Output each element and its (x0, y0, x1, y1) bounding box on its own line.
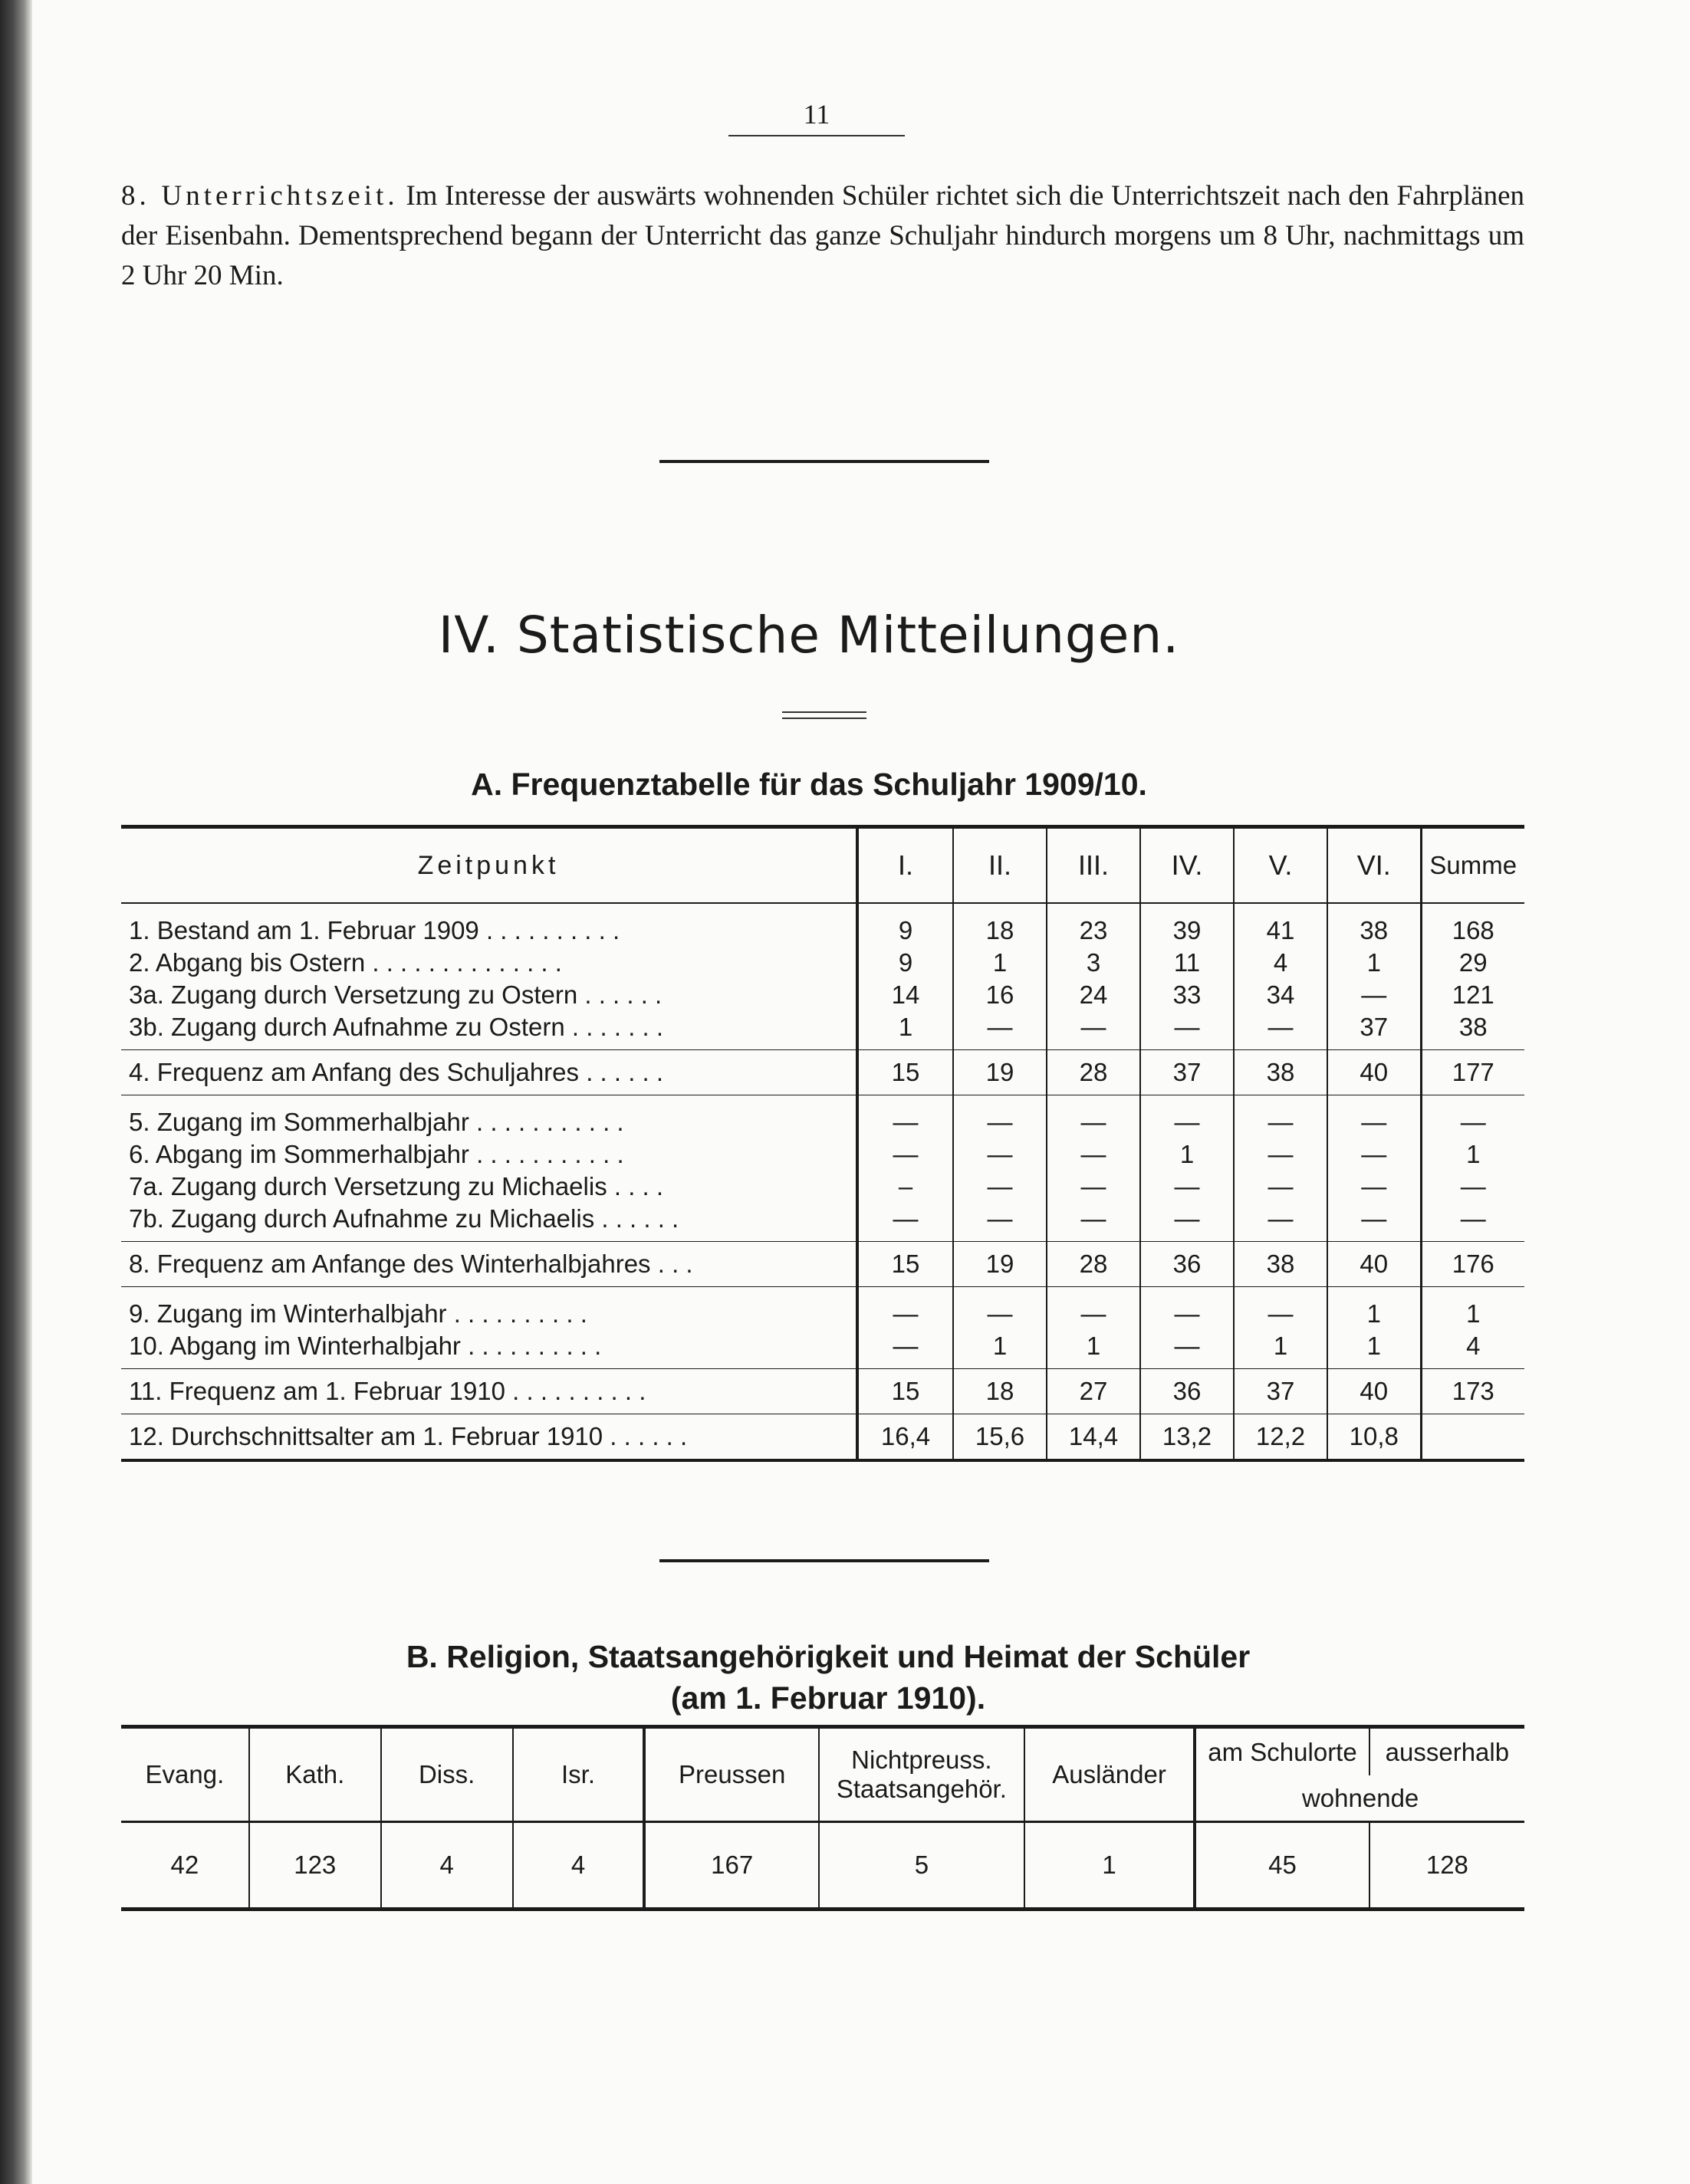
header-evang: Evang. (121, 1727, 249, 1822)
table-row (121, 1095, 1524, 1139)
cell: 9 (857, 903, 953, 947)
cell: 13,2 (1140, 1414, 1234, 1461)
table-row (121, 1203, 1524, 1242)
page-number: 11 (728, 98, 905, 136)
book-spine-shadow (0, 0, 32, 2184)
header-isr: Isr. (513, 1727, 645, 1822)
cell: 27 (1047, 1369, 1140, 1414)
cell: — (1327, 1171, 1421, 1203)
cell: — (1140, 1095, 1234, 1139)
header-nichtpreuss-line1: Nichtpreuss. (851, 1746, 992, 1774)
header-diss: Diss. (381, 1727, 513, 1822)
cell: 12,2 (1234, 1414, 1327, 1461)
sum-cell: 168 (1421, 903, 1524, 947)
cell: — (1140, 1171, 1234, 1203)
sum-cell: 4 (1421, 1330, 1524, 1369)
cell: 18 (953, 903, 1047, 947)
cell: — (953, 1203, 1047, 1242)
row-label: 7b. Zugang durch Aufnahme zu Michaelis . . . . . . (121, 1203, 857, 1242)
intro-text: Im Interesse der auswärts wohnenden Schüler richtet sich die Unterrichtszeit nach den Fahrplänen der Eisenbahn. Dementsprechend begann der Unterricht das ganze Schuljahr hindurch morgens um 8 Uhr, nachmittags um 2 Uhr 20 Min. (121, 180, 1524, 291)
table-row (121, 1171, 1524, 1203)
cell: 16,4 (857, 1414, 953, 1461)
row-label: 4. Frequenz am Anfang des Schuljahres . . . . . . (121, 1050, 857, 1095)
table-row (121, 1242, 1524, 1287)
cell: — (1234, 1011, 1327, 1050)
row-label: 11. Frequenz am 1. Februar 1910 . . . . . . . . . . (121, 1369, 857, 1414)
cell: — (953, 1171, 1047, 1203)
cell: — (1234, 1138, 1327, 1171)
cell: – (857, 1171, 953, 1203)
cell: — (857, 1138, 953, 1171)
table-row (121, 1138, 1524, 1171)
cell: — (1327, 1203, 1421, 1242)
cell: — (1047, 1095, 1140, 1139)
sum-cell: 173 (1421, 1369, 1524, 1414)
cell: 40 (1327, 1242, 1421, 1287)
cell: 14,4 (1047, 1414, 1140, 1461)
cell: 36 (1140, 1369, 1234, 1414)
cell: 36 (1140, 1242, 1234, 1287)
religion-table (121, 1725, 1524, 1911)
cell: 10,8 (1327, 1414, 1421, 1461)
row-label: 12. Durchschnittsalter am 1. Februar 1910 . . . . . . (129, 1422, 688, 1450)
row-label: 5. Zugang im Sommerhalbjahr . . . . . . . . . . . (129, 1108, 624, 1136)
cell: 1 (953, 947, 1047, 979)
cell: — (953, 1011, 1047, 1050)
cell: 33 (1140, 979, 1234, 1011)
header-wohnende: wohnende (1195, 1775, 1524, 1821)
table-a-title: A. Frequenztabelle für das Schuljahr 1909/10. (471, 767, 1147, 802)
cell-diss: 4 (381, 1822, 513, 1910)
cell: — (1047, 1138, 1140, 1171)
cell: — (857, 1287, 953, 1331)
row-label: 3b. Zugang durch Aufnahme zu Ostern . . . . . . . (121, 1011, 857, 1050)
cell: 15 (857, 1050, 953, 1095)
table-row (121, 947, 1524, 979)
frequency-table (121, 825, 1524, 1462)
header-preussen: Preussen (644, 1727, 818, 1822)
cell: — (1140, 1203, 1234, 1242)
cell: 1 (1140, 1138, 1234, 1171)
cell: — (1140, 1330, 1234, 1369)
row-label: 8. Frequenz am Anfange des Winterhalbjahres . . . (121, 1242, 857, 1287)
row-label: 6. Abgang im Sommerhalbjahr . . . . . . . . . . . (129, 1140, 624, 1168)
cell-isr: 4 (513, 1822, 645, 1910)
cell: 23 (1047, 903, 1140, 947)
section-divider-middle (659, 1559, 989, 1562)
cell: 3 (1047, 947, 1140, 979)
cell: 37 (1140, 1050, 1234, 1095)
header-class-1: I. (857, 827, 953, 904)
cell: 15 (857, 1242, 953, 1287)
table-row (121, 1822, 1524, 1910)
cell: 1 (857, 1011, 953, 1050)
table-row (121, 1050, 1524, 1095)
row-label: 2. Abgang bis Ostern . . . . . . . . . . . . . . (129, 948, 562, 977)
table-b-title-line2: (am 1. Februar 1910). (670, 1680, 986, 1716)
cell: 40 (1327, 1369, 1421, 1414)
cell-kath: 123 (249, 1822, 381, 1910)
header-summe: Summe (1421, 827, 1524, 904)
cell: 19 (953, 1242, 1047, 1287)
title-double-rule (782, 711, 866, 719)
cell: — (857, 1095, 953, 1139)
cell: — (1047, 1287, 1140, 1331)
row-label: 3a. Zugang durch Versetzung zu Ostern . . . . . . (129, 980, 663, 1009)
header-class-4: IV. (1140, 827, 1234, 904)
cell: 28 (1047, 1050, 1140, 1095)
cell: — (1327, 979, 1421, 1011)
header-auslaender: Ausländer (1024, 1727, 1195, 1822)
table-row (121, 903, 1524, 947)
cell: 1 (1327, 1287, 1421, 1331)
sum-cell: — (1421, 1171, 1524, 1203)
section-divider-top (659, 460, 989, 463)
header-ausserhalb: ausserhalb (1369, 1727, 1524, 1776)
cell: — (1234, 1171, 1327, 1203)
cell-preussen: 167 (644, 1822, 818, 1910)
cell: — (1047, 1171, 1140, 1203)
sum-cell (1421, 1414, 1524, 1461)
cell: 1 (1047, 1330, 1140, 1369)
cell: — (1234, 1287, 1327, 1331)
cell: 1 (1327, 1330, 1421, 1369)
cell: 1 (953, 1330, 1047, 1369)
intro-paragraph (121, 176, 1524, 296)
cell: — (1234, 1203, 1327, 1242)
cell-auslaender: 1 (1024, 1822, 1195, 1910)
row-label: 7a. Zugang durch Versetzung zu Michaelis . . . . (129, 1172, 664, 1200)
table-row (121, 1011, 1524, 1050)
header-nichtpreuss-line2: Staatsangehör. (836, 1775, 1007, 1803)
cell: 11 (1140, 947, 1234, 979)
cell: 37 (1327, 1011, 1421, 1050)
intro-heading: 8. Unterrichtszeit. (121, 180, 399, 212)
cell: — (857, 1330, 953, 1369)
cell: 39 (1140, 903, 1234, 947)
cell: 37 (1234, 1369, 1327, 1414)
cell-evang: 42 (170, 1851, 199, 1879)
table-b-title-line1: B. Religion, Staatsangehörigkeit und Heimat der Schüler (406, 1639, 1251, 1674)
cell: 28 (1047, 1242, 1140, 1287)
cell: — (953, 1287, 1047, 1331)
cell: — (1047, 1011, 1140, 1050)
table-row (121, 1414, 1524, 1461)
cell: 34 (1234, 979, 1327, 1011)
row-label: 1. Bestand am 1. Februar 1909 . . . . . . . . . . (129, 916, 620, 944)
cell: — (1327, 1138, 1421, 1171)
sum-cell: 176 (1421, 1242, 1524, 1287)
cell: 14 (857, 979, 953, 1011)
cell: — (1140, 1287, 1234, 1331)
cell: — (857, 1203, 953, 1242)
cell: — (953, 1095, 1047, 1139)
header-class-3: III. (1047, 827, 1140, 904)
cell: — (1327, 1095, 1421, 1139)
cell: — (1140, 1011, 1234, 1050)
header-class-5: V. (1234, 827, 1327, 904)
cell: — (1047, 1203, 1140, 1242)
cell: 40 (1327, 1050, 1421, 1095)
cell: 38 (1234, 1242, 1327, 1287)
cell: 41 (1234, 903, 1327, 947)
section-title: IV. Statistische Mitteilungen. (438, 606, 1180, 665)
cell: 18 (953, 1369, 1047, 1414)
header-zeitpunkt: Zeitpunkt (121, 827, 857, 904)
sum-cell: — (1421, 1095, 1524, 1139)
table-row (121, 979, 1524, 1011)
table-row (121, 1287, 1524, 1331)
cell: 1 (1234, 1330, 1327, 1369)
cell: — (953, 1138, 1047, 1171)
sum-cell: — (1421, 1203, 1524, 1242)
frequency-table-header (121, 827, 1524, 904)
cell: 15,6 (953, 1414, 1047, 1461)
sum-cell: 29 (1421, 947, 1524, 979)
sum-cell: 121 (1421, 979, 1524, 1011)
cell: 38 (1234, 1050, 1327, 1095)
cell: 4 (1234, 947, 1327, 979)
header-nichtpreuss (819, 1727, 1024, 1822)
cell: 9 (857, 947, 953, 979)
cell: 38 (1327, 903, 1421, 947)
sum-cell: 1 (1421, 1138, 1524, 1171)
cell: 16 (953, 979, 1047, 1011)
cell: 15 (857, 1369, 953, 1414)
header-kath: Kath. (249, 1727, 381, 1822)
cell: 24 (1047, 979, 1140, 1011)
cell: 1 (1327, 947, 1421, 979)
row-label: 9. Zugang im Winterhalbjahr . . . . . . . . . . (129, 1299, 587, 1328)
cell-ausserhalb: 128 (1369, 1822, 1524, 1910)
cell-am-schulorte: 45 (1195, 1822, 1369, 1910)
row-label: 10. Abgang im Winterhalbjahr . . . . . . . . . . (121, 1330, 857, 1369)
header-class-2: II. (953, 827, 1047, 904)
cell: — (1234, 1095, 1327, 1139)
sum-cell: 1 (1421, 1287, 1524, 1331)
sum-cell: 38 (1421, 1011, 1524, 1050)
cell: 19 (953, 1050, 1047, 1095)
header-am-schulorte: am Schulorte (1195, 1727, 1369, 1776)
sum-cell: 177 (1421, 1050, 1524, 1095)
cell-nichtpreuss: 5 (819, 1822, 1024, 1910)
table-row (121, 1330, 1524, 1369)
header-class-6: VI. (1327, 827, 1421, 904)
table-row (121, 1369, 1524, 1414)
